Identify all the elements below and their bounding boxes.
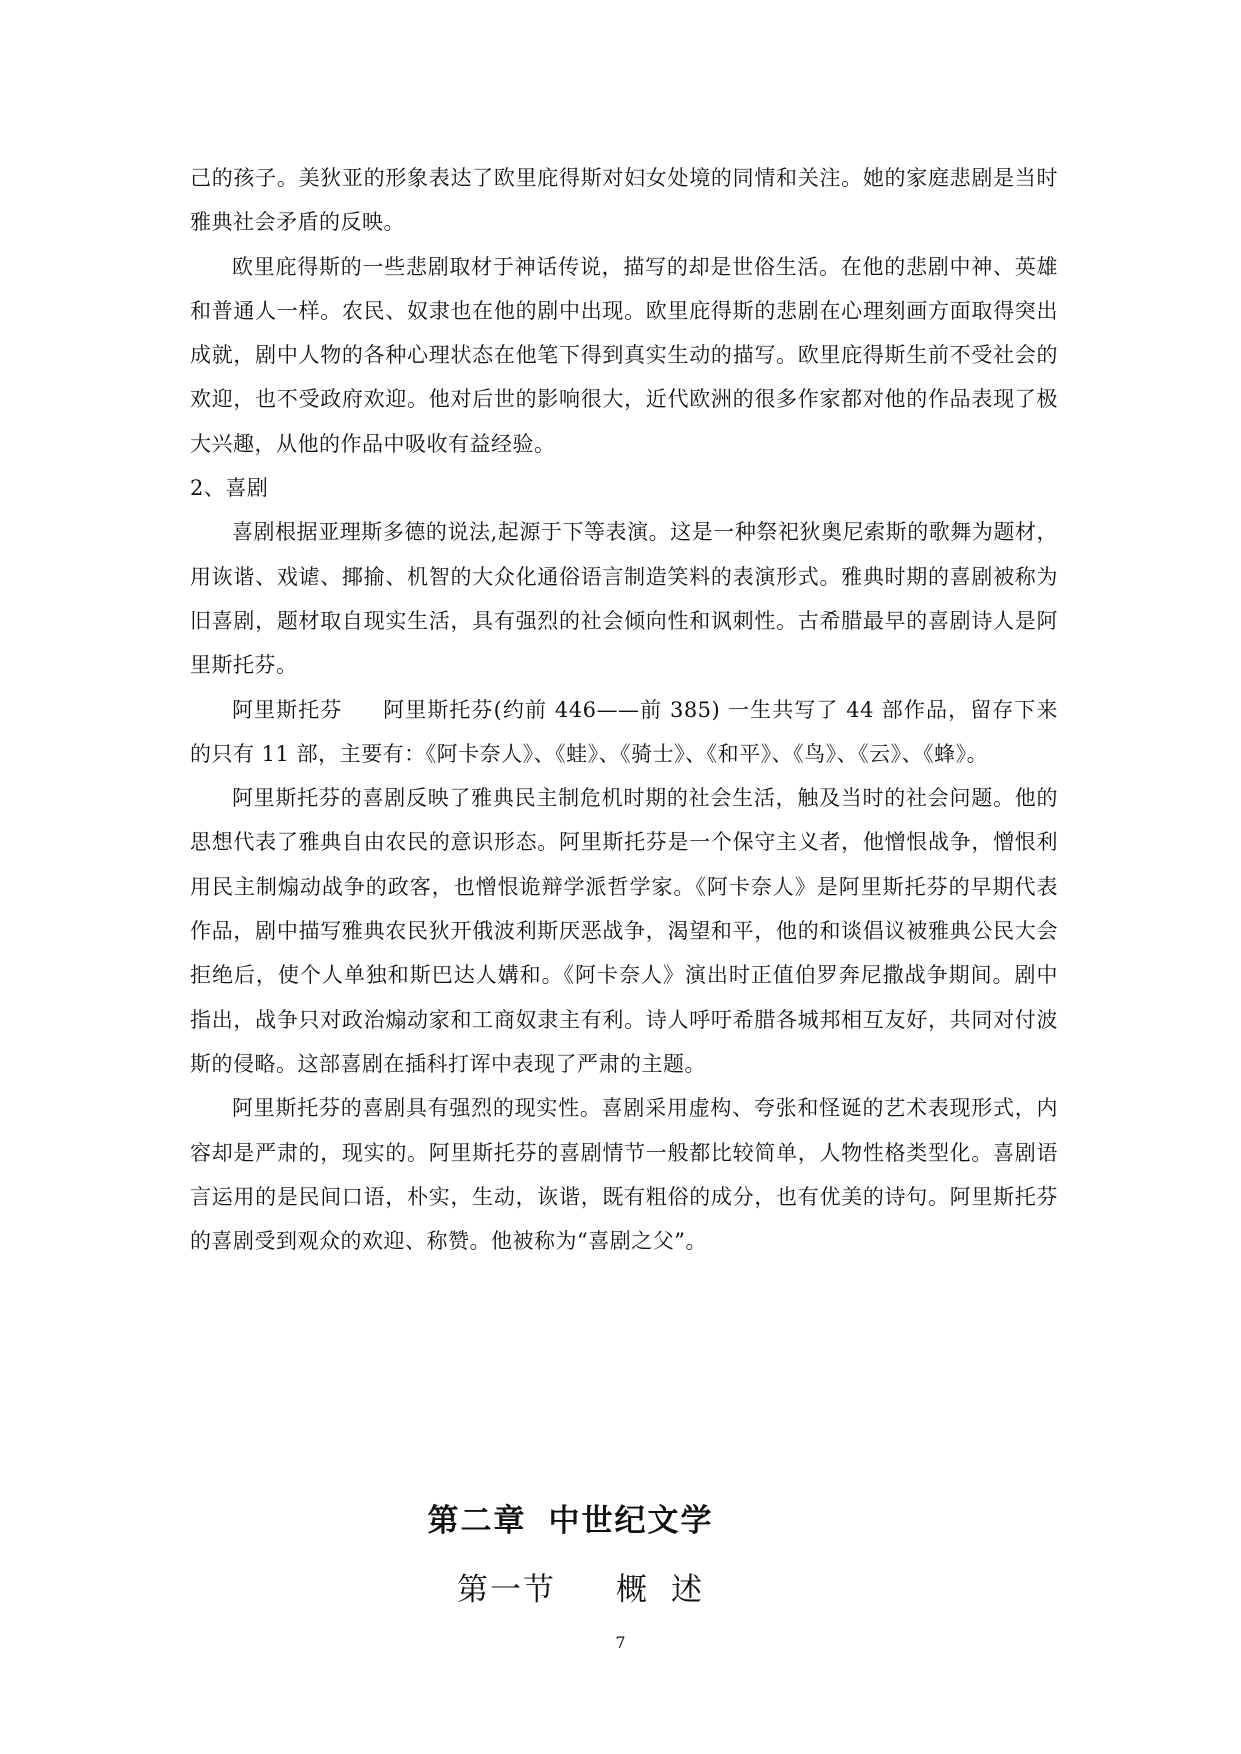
paragraph-aristophanes-themes: 阿里斯托芬的喜剧反映了雅典民主制危机时期的社会生活，触及当时的社会问题。他的思想代表了雅典自由农民的意识形态。阿里斯托芬是一个保守主义者，他憎恨战争，憎恨利用民主制煽动战争的政客，也憎恨诡辩学派哲学家。《阿卡奈人》是阿里斯托芬的早期代表作品，剧中描写雅典农民狄开俄波利斯厌恶战争，渴望和平，他的和谈倡议被雅典公民大会拒绝后，使个人单独和斯巴达人媾和。《阿卡奈人》演出时正值伯罗奔尼撒战争期间。剧中指出，战争只对政治煽动家和工商奴隶主有利。诗人呼吁希腊各城邦相互友好，共同对付波斯的侵略。这部喜剧在插科打诨中表现了严肃的主题。 bbox=[190, 786, 1058, 1076]
paragraph-euripides: 欧里庇得斯的一些悲剧取材于神话传说，描写的却是世俗生活。在他的悲剧中神、英雄和普通人一样。农民、奴隶也在他的剧中出现。欧里庇得斯的悲剧在心理刻画方面取得突出成就，剧中人物的各种心理状态在他笔下得到真实生动的描写。欧里庇得斯生前不受社会的欢迎，也不受政府欢迎。他对后世的影响很大，近代欧洲的很多作家都对他的作品表现了极大兴趣，从他的作品中吸收有益经验。 bbox=[190, 254, 1058, 456]
chapter-title: 中世纪文学 bbox=[548, 1503, 714, 1539]
paragraph-aristophanes-intro bbox=[190, 688, 1058, 777]
section-title-char-2: 述 bbox=[671, 1572, 704, 1608]
page-number: 7 bbox=[615, 1633, 626, 1652]
chapter-heading bbox=[0, 1495, 1241, 1540]
paragraph-comedy-origin: 喜剧根据亚理斯多德的说法,起源于下等表演。这是一种祭祀狄奥尼索斯的歌舞为题材，用诙谐、戏谑、揶揄、机智的大众化通俗语言制造笑料的表演形式。雅典时期的喜剧被称为旧喜剧，题材取自现实生活，具有强烈的社会倾向性和讽刺性。古希腊最早的喜剧诗人是阿里斯托芬。 bbox=[190, 520, 1058, 678]
body-text bbox=[190, 156, 1058, 1263]
section-number: 第一节 bbox=[457, 1572, 556, 1608]
paragraph-aristophanes-style: 阿里斯托芬的喜剧具有强烈的现实性。喜剧采用虚构、夸张和怪诞的艺术表现形式，内容却是严肃的，现实的。阿里斯托芬的喜剧情节一般都比较简单，人物性格类型化。喜剧语言运用的是民间口语，朴实，生动，诙谐，既有粗俗的成分，也有优美的诗句。阿里斯托芬的喜剧受到观众的欢迎、称赞。他被称为“喜剧之父”。 bbox=[190, 1096, 1058, 1254]
aristophanes-works: 阿里斯托芬(约前 446——前 385) 一生共写了 44 部作品，留存下来的只有 11 部，主要有：《阿卡奈人》、《蛙》、《骑士》、《和平》、《鸟》、《云》、《蜂》。 bbox=[190, 697, 1058, 766]
paragraph-continuation: 己的孩子。美狄亚的形象表达了欧里庇得斯对妇女处境的同情和关注。她的家庭悲剧是当时雅典社会矛盾的反映。 bbox=[190, 166, 1058, 235]
subsection-heading-comedy: 2、喜剧 bbox=[190, 476, 269, 501]
section-title-char-1: 概 bbox=[616, 1572, 649, 1608]
chapter-number: 第二章 bbox=[427, 1503, 527, 1539]
author-name-label: 阿里斯托芬 bbox=[232, 697, 343, 722]
section-heading bbox=[0, 1564, 1241, 1609]
